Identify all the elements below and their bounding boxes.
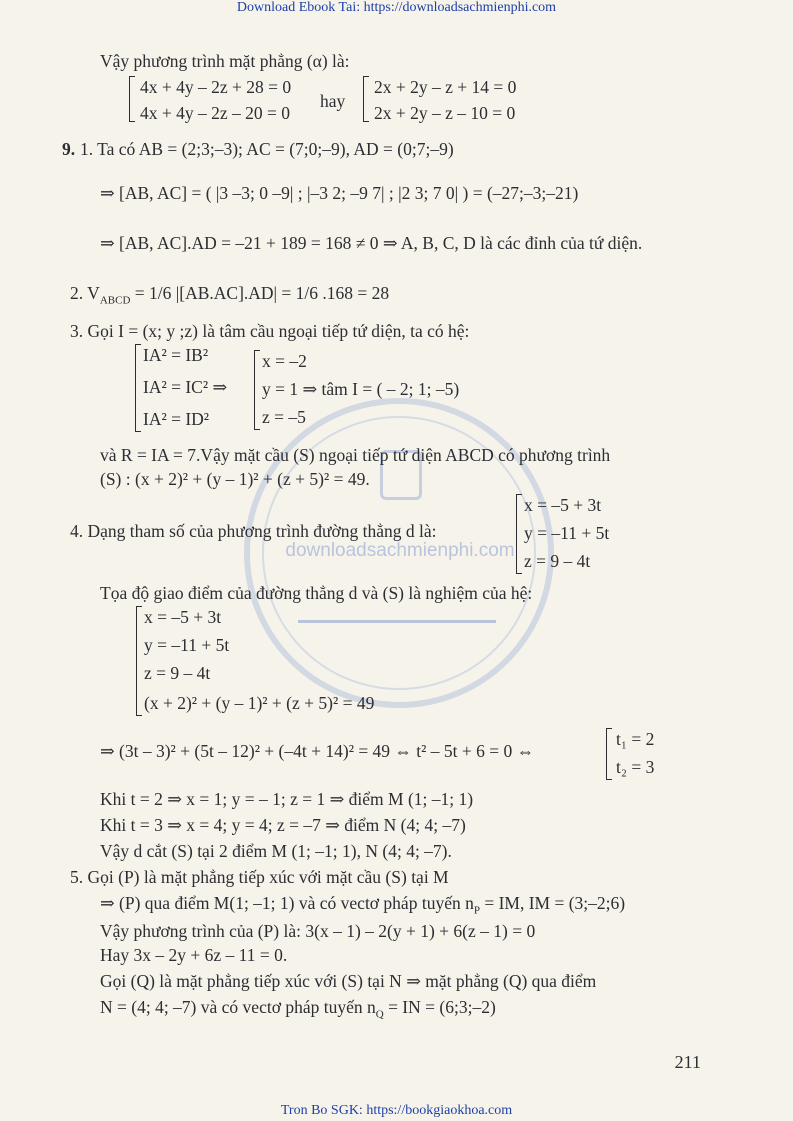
root-t2: t₂ = 3 [616,757,655,777]
normal-vector-p-text: ⇒ (P) qua điểm M(1; –1; 1) và có vectơ pháp tuyến n [100,893,474,913]
system3-brace [135,344,141,432]
system2-eq1: 2x + 2y – z + 14 = 0 [374,77,517,97]
circumsphere-intro: 3. Gọi I = (x; y ;z) là tâm cầu ngoại tiếp tứ diện, ta có hệ: [70,321,470,341]
sphere-equation: (S) : (x + 2)² + (y – 1)² + (z + 5)² = 49. [100,469,370,489]
volume-line [70,282,389,312]
system3-eq1: IA² = IB² [143,345,209,365]
normal-vector-q [100,996,496,1026]
root-t1: t₁ = 2 [616,729,655,749]
param-z: z = 9 – 4t [524,551,591,571]
normal-vector-p [100,892,625,922]
bracket-left [129,76,135,122]
page-number: 211 [674,1052,701,1072]
volume-formula: = 1/6 |[AB.AC].AD| = 1/6 .168 = 28 [130,283,390,303]
system1-eq1: 4x + 4y – 2z + 28 = 0 [140,77,292,97]
normal-vector-q-value: = IN = (6;3;–2) [383,997,496,1017]
normal-vector-q-text: N = (4; 4; –7) và có vectơ pháp tuyến n [100,997,376,1017]
mixed-product-line: ⇒ [AB, AC].AD = –21 + 189 = 168 ≠ 0 ⇒ A, B, C, D là các đỉnh của tứ diện. [100,233,643,253]
parametric-brace [516,494,522,574]
system3-eq2: IA² = IC² ⇒ [143,377,228,397]
normal-vector-p-value: = IM, IM = (3;–2;6) [479,893,626,913]
volume-label: 2. V [70,283,100,303]
normal-vector-p-sub: P [473,904,480,917]
system2-eq2: 2x + 2y – z – 10 = 0 [374,103,516,123]
system3-eq3: IA² = ID² [143,409,210,429]
intersection-intro: Tọa độ giao điểm của đường thẳng d và (S) là nghiệm của hệ: [100,583,533,603]
solution-z: z = –5 [262,407,306,427]
roots-bracket [606,728,612,780]
quadratic-line: ⇒ (3t – 3)² + (5t – 12)² + (–4t + 14)² = 49 ⇔ t² – 5t + 6 = 0 ⇔ [100,741,535,761]
intersection-brace [136,606,142,716]
point-m-line: Khi t = 2 ⇒ x = 1; y = – 1; z = 1 ⇒ điểm M (1; –1; 1) [100,789,474,809]
plane-q-intro: Gọi (Q) là mặt phẳng tiếp xúc với (S) tại N ⇒ mặt phẳng (Q) qua điểm [100,971,597,991]
tangent-plane-intro: 5. Gọi (P) là mặt phẳng tiếp xúc với mặt cầu (S) tại M [70,867,449,887]
footer-link[interactable]: Tron Bo SGK: https://bookgiaokhoa.com [280,1103,513,1118]
header-link[interactable]: Download Ebook Tai: https://downloadsachmienphi.com [236,0,557,15]
conclusion-line: Vậy d cắt (S) tại 2 điểm M (1; –1; 1), N (4; 4; –7). [100,841,452,861]
param-x: x = –5 + 3t [524,495,602,515]
radius-line: và R = IA = 7.Vậy mặt cầu (S) ngoại tiếp tứ diện ABCD có phương trình [100,445,611,465]
normal-vector-q-sub: Q [375,1008,384,1021]
line-parametric-intro: 4. Dạng tham số của phương trình đường thẳng d là: [70,521,437,541]
watermark-bar [298,620,496,623]
point-n-line: Khi t = 3 ⇒ x = 4; y = 4; z = –7 ⇒ điểm N (4; 4; –7) [100,815,466,835]
or-word: hay [320,91,346,111]
line-plane-intro: Vậy phương trình mặt phẳng (α) là: [100,51,350,71]
plane-p-equation: Vậy phương trình của (P) là: 3(x – 1) – 2(y + 1) + 6(z – 1) = 0 [100,921,536,941]
intersection-eq1: x = –5 + 3t [144,607,222,627]
cross-product-line: ⇒ [AB, AC] = ( |3 –3; 0 –9| ; |–3 2; –9 7| ; |2 3; 7 0| ) = (–27;–3;–21) [100,183,579,203]
intersection-eq4: (x + 2)² + (y – 1)² + (z + 5)² = 49 [144,693,375,713]
watermark-text: downloadsachmienphi.com [285,540,515,561]
plane-p-simplified: Hay 3x – 2y + 6z – 11 = 0. [100,945,288,965]
bracket-right [363,76,369,122]
intersection-eq3: z = 9 – 4t [144,663,211,683]
solution-y: y = 1 ⇒ tâm I = ( – 2; 1; –5) [262,379,460,399]
intersection-eq2: y = –11 + 5t [144,635,230,655]
system1-eq2: 4x + 4y – 2z – 20 = 0 [140,103,291,123]
vectors-line: 1. Ta có AB = (2;3;–3); AC = (7;0;–9), AD = (0;7;–9) [80,139,454,159]
solution3-brace [254,350,260,430]
solution-x: x = –2 [262,351,307,371]
exercise-number: 9. [62,139,76,159]
param-y: y = –11 + 5t [524,523,610,543]
volume-sub: ABCD [99,294,131,307]
